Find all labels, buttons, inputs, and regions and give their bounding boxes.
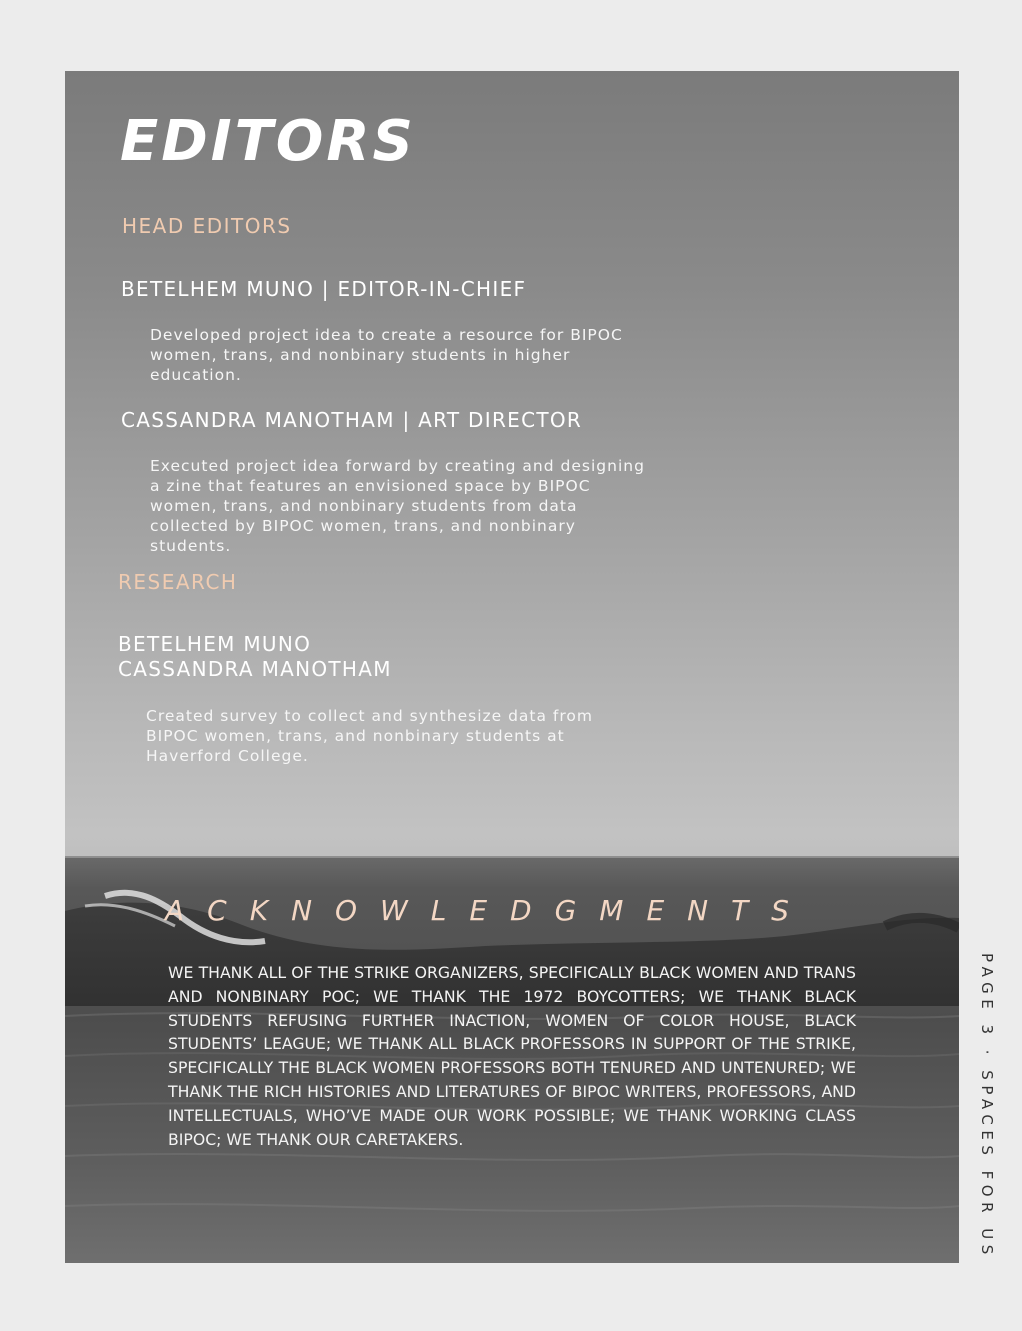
acknowledgments-body: WE THANK ALL OF THE STRIKE ORGANIZERS, SPECIFICALLY BLACK WOMEN AND TRANS AND NONBINARY POC; WE THANK THE 1972 BOYCOTTERS; WE THANK BLACK STUDENTS REFUSING FURTHER INACTION, WOMEN OF COLOR HOUSE, BLACK STUDENTS’ LEAGUE; WE THANK ALL BLACK PROFESSORS IN SUPPORT OF THE STRIKE, SPECIFICALLY THE BLACK WOMEN PROFESSORS BOTH TENURED AND UNTENURED; WE THANK THE RICH HISTORIES AND LITERATURES OF BIPOC WRITERS, PROFESSORS, AND INTELLECTUALS, WHO’VE MADE OUR WORK POSSIBLE; WE THANK WORKING CLASS BIPOC; WE THANK OUR CARETAKERS. bbox=[168, 963, 856, 1149]
photo-panel bbox=[65, 71, 959, 1263]
editor-in-chief-description: Developed project idea to create a resource for BIPOC women, trans, and nonbinary students in higher education. bbox=[150, 326, 623, 384]
art-director-description: Executed project idea forward by creating and designing a zine that features an envisioned space by BIPOC women, trans, and nonbinary students from data collected by BIPOC women, trans, and nonbinary students. bbox=[150, 457, 645, 555]
research-name-2: CASSANDRA MANOTHAM bbox=[118, 657, 392, 681]
head-editors-heading: HEAD EDITORS bbox=[122, 214, 292, 238]
editor-in-chief-role: BETELHEM MUNO | EDITOR-IN-CHIEF bbox=[121, 277, 527, 301]
acknowledgments-heading: ACKNOWLEDGMENTS bbox=[165, 894, 812, 927]
research-name-1: BETELHEM MUNO bbox=[118, 632, 312, 656]
research-description: Created survey to collect and synthesize data from BIPOC women, trans, and nonbinary students at Haverford College. bbox=[146, 707, 594, 765]
art-director-role: CASSANDRA MANOTHAM | ART DIRECTOR bbox=[121, 408, 583, 432]
research-heading: RESEARCH bbox=[118, 570, 238, 594]
page-title: EDITORS bbox=[120, 109, 416, 174]
page-number-label: PAGE 3 · SPACES FOR US bbox=[978, 953, 996, 1260]
